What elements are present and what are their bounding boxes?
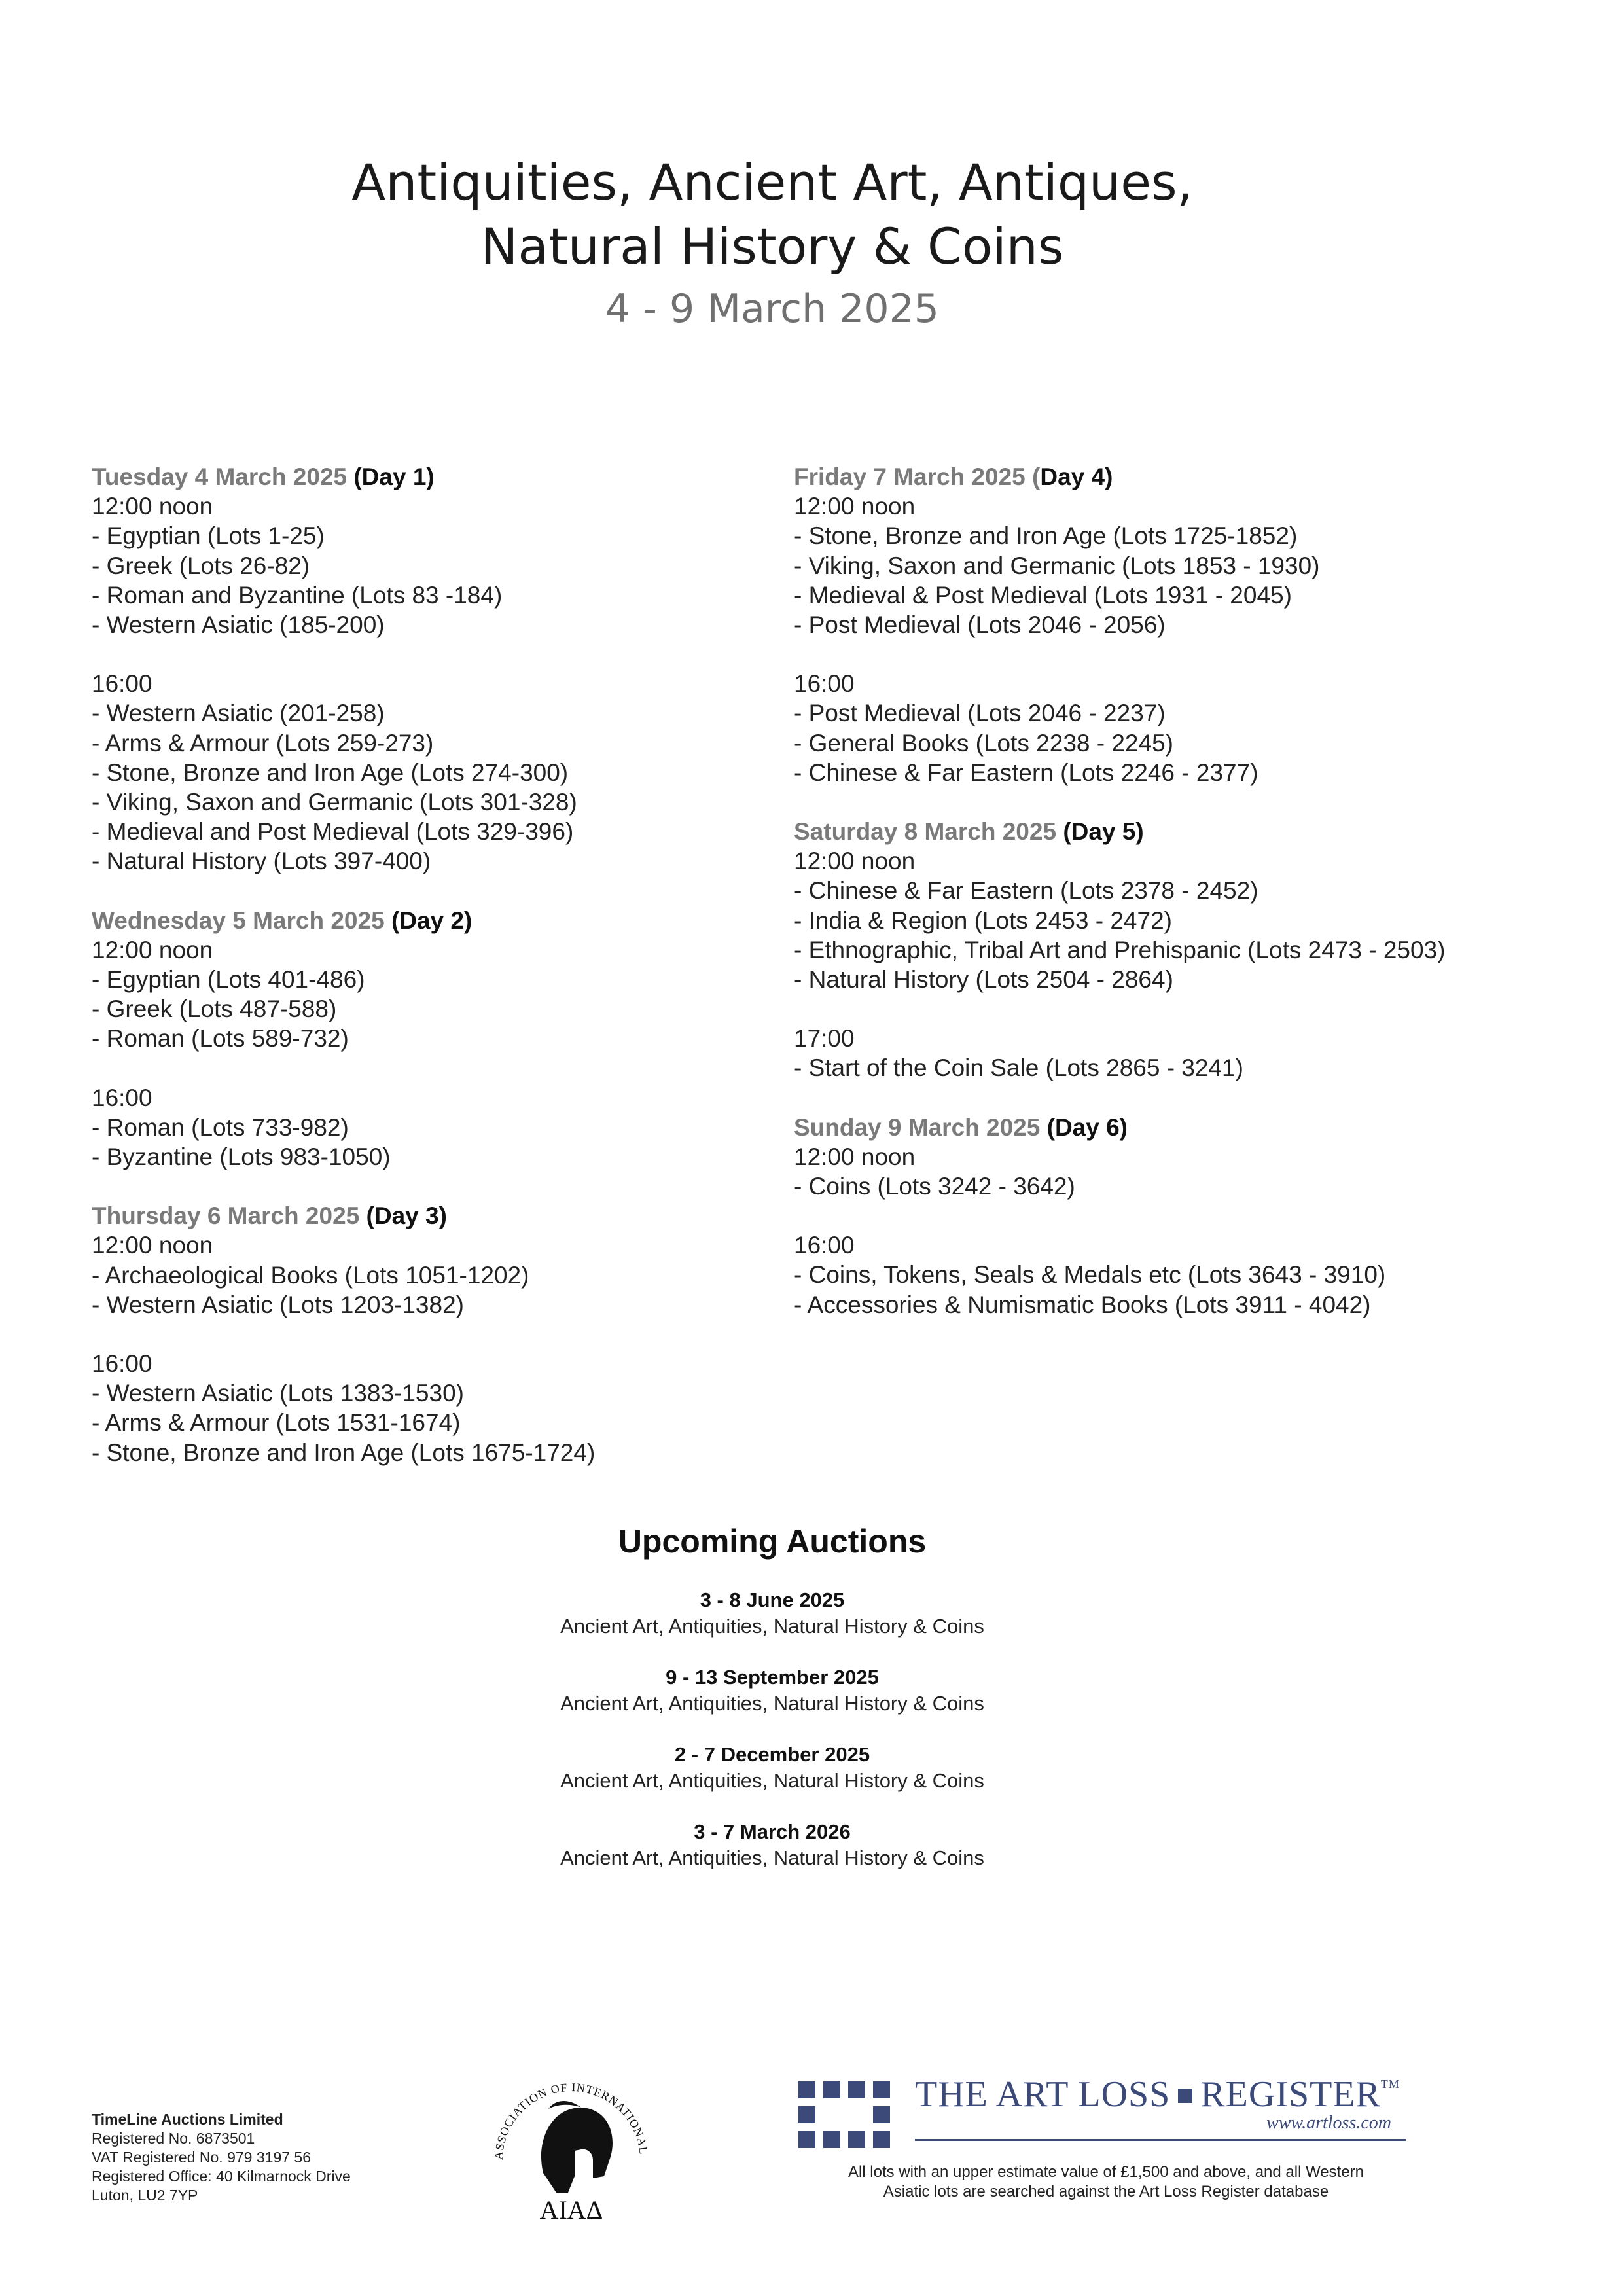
company-name: TimeLine Auctions Limited	[92, 2111, 283, 2128]
alr-grid-square	[873, 2081, 890, 2098]
session-block	[794, 1230, 1553, 1319]
session-block	[92, 1230, 759, 1319]
aiad-ring-text: ASSOCIATION OF INTERNATIONAL	[491, 2080, 651, 2161]
lot-range: - India & Region (Lots 2453 - 2472)	[794, 906, 1172, 934]
lot-range: - Ethnographic, Tribal Art and Prehispanic (Lots 2473 - 2503)	[794, 936, 1446, 963]
company-reg: Registered No. 6873501	[92, 2130, 255, 2147]
upcoming-item	[0, 1742, 1544, 1794]
day-heading	[794, 462, 1553, 492]
alr-grid-square	[873, 2131, 890, 2148]
day-heading	[92, 906, 759, 935]
day-heading	[92, 1201, 759, 1230]
lot-range: - General Books (Lots 2238 - 2245)	[794, 729, 1173, 757]
session-block	[92, 935, 759, 1054]
lot-range: - Medieval & Post Medieval (Lots 1931 - 2045)	[794, 581, 1292, 609]
alr-square-icon	[1178, 2089, 1192, 2103]
day-number: (Day 3)	[366, 1202, 447, 1230]
lot-range: - Greek (Lots 487-588)	[92, 996, 337, 1023]
alr-grid-square	[798, 2131, 815, 2148]
session-block	[794, 492, 1553, 639]
sale-dates: 4 - 9 March 2025	[605, 286, 939, 332]
lot-range: - Greek (Lots 26-82)	[92, 552, 310, 579]
day-number: (Day 5)	[1063, 818, 1144, 846]
alr-grid-square	[848, 2106, 865, 2123]
alr-rule	[915, 2139, 1406, 2141]
lot-range: - Medieval and Post Medieval (Lots 329-396)	[92, 818, 574, 846]
aiad-logo	[483, 2062, 660, 2238]
lot-range: - Roman (Lots 589-732)	[92, 1025, 349, 1052]
lot-range: - Western Asiatic (201-258)	[92, 700, 385, 727]
lot-range: - Stone, Bronze and Iron Age (Lots 1675-1724)	[92, 1439, 596, 1466]
upcoming-desc: Ancient Art, Antiquities, Natural History & Coins	[560, 1769, 984, 1792]
company-details	[92, 2110, 351, 2205]
lot-range: - Chinese & Far Eastern (Lots 2246 - 2377)	[794, 759, 1258, 786]
day-date: Wednesday 5 March 2025	[92, 906, 385, 934]
lot-range: - Western Asiatic (Lots 1203-1382)	[92, 1291, 464, 1318]
day-number: (Day 6)	[1046, 1113, 1128, 1141]
session-block	[794, 1142, 1553, 1201]
day-heading	[92, 462, 759, 492]
lot-range: - Viking, Saxon and Germanic (Lots 1853 - 1930)	[794, 552, 1320, 579]
session-time: 16:00	[92, 670, 152, 698]
lot-range: - Archaeological Books (Lots 1051-1202)	[92, 1261, 529, 1289]
upcoming-item	[0, 1587, 1544, 1640]
lot-range: - Accessories & Numismatic Books (Lots 3911 - 4042)	[794, 1291, 1371, 1318]
alr-grid-square	[823, 2106, 840, 2123]
schedule-right-column	[794, 462, 1553, 1349]
company-vat: VAT Registered No. 979 3197 56	[92, 2149, 311, 2166]
lot-range: - Stone, Bronze and Iron Age (Lots 1725-1852)	[794, 522, 1298, 550]
day-date: Friday 7 March 2025 (	[794, 463, 1041, 490]
lot-range: - Viking, Saxon and Germanic (Lots 301-328)	[92, 789, 577, 816]
upcoming-heading: Upcoming Auctions	[618, 1523, 927, 1560]
day-number: (Day 2)	[391, 906, 473, 934]
lot-range: - Coins (Lots 3242 - 3642)	[794, 1173, 1075, 1200]
session-block	[92, 492, 759, 639]
upcoming-item	[0, 1664, 1544, 1717]
session-time: 12:00 noon	[92, 936, 213, 963]
lot-range: - Egyptian (Lots 1-25)	[92, 522, 325, 550]
lot-range: - Chinese & Far Eastern (Lots 2378 - 2452)	[794, 877, 1258, 905]
alr-note	[805, 2162, 1407, 2202]
session-time: 16:00	[794, 670, 855, 698]
alr-note-line-2: Asiatic lots are searched against the Art Loss Register database	[883, 2183, 1329, 2200]
alr-grid-square	[873, 2106, 890, 2123]
session-block	[794, 669, 1553, 787]
alr-grid-square	[848, 2131, 865, 2148]
page-header	[0, 151, 1544, 335]
day-date: Sunday 9 March 2025	[794, 1113, 1041, 1141]
day-block	[794, 817, 1553, 1083]
day-number: Day 4)	[1040, 463, 1113, 490]
alr-grid-square	[798, 2081, 815, 2098]
lot-range: - Western Asiatic (185-200)	[92, 611, 385, 639]
upcoming-list	[0, 1587, 1544, 1871]
upcoming-date: 2 - 7 December 2025	[674, 1743, 870, 1766]
day-heading	[794, 1113, 1553, 1142]
lot-range: - Post Medieval (Lots 2046 - 2237)	[794, 700, 1166, 727]
session-time: 12:00 noon	[92, 1232, 213, 1259]
session-time: 16:00	[92, 1084, 152, 1111]
session-block	[92, 1349, 759, 1467]
upcoming-date: 3 - 8 June 2025	[700, 1588, 845, 1611]
lot-range: - Natural History (Lots 397-400)	[92, 848, 431, 875]
schedule-left-column	[92, 462, 759, 1497]
session-block	[92, 1083, 759, 1172]
aiad-emblem-icon	[483, 2062, 660, 2238]
lot-range: - Start of the Coin Sale (Lots 2865 - 3241)	[794, 1054, 1243, 1082]
alr-grid-square	[848, 2081, 865, 2098]
lot-range: - Post Medieval (Lots 2046 - 2056)	[794, 611, 1166, 639]
day-block	[794, 462, 1553, 787]
day-date: Tuesday 4 March 2025	[92, 463, 348, 490]
alr-grid-icon	[798, 2081, 902, 2149]
lot-range: - Arms & Armour (Lots 1531-1674)	[92, 1409, 461, 1437]
day-block	[794, 1113, 1553, 1319]
alr-grid-square	[798, 2106, 815, 2123]
upcoming-desc: Ancient Art, Antiquities, Natural History & Coins	[560, 1615, 984, 1638]
lot-range: - Egyptian (Lots 401-486)	[92, 966, 365, 994]
alr-url: www.artloss.com	[1266, 2113, 1391, 2133]
alr-note-line-1: All lots with an upper estimate value of £1,500 and above, and all Western	[847, 2163, 1364, 2181]
upcoming-desc: Ancient Art, Antiquities, Natural History & Coins	[560, 1846, 984, 1869]
lot-range: - Coins, Tokens, Seals & Medals etc (Lots 3643 - 3910)	[794, 1261, 1386, 1289]
alr-grid-square	[823, 2081, 840, 2098]
session-time: 17:00	[794, 1025, 855, 1052]
alr-title-b: REGISTER	[1200, 2074, 1381, 2115]
session-time: 12:00 noon	[794, 493, 916, 520]
lot-range: - Byzantine (Lots 983-1050)	[92, 1143, 391, 1171]
alr-title-a: THE ART LOSS	[915, 2074, 1171, 2115]
day-block	[92, 906, 759, 1172]
upcoming-item	[0, 1819, 1544, 1871]
upcoming-desc: Ancient Art, Antiquities, Natural History & Coins	[560, 1692, 984, 1715]
company-office: Registered Office: 40 Kilmarnock Drive	[92, 2168, 351, 2185]
session-time: 12:00 noon	[794, 1143, 916, 1170]
session-time: 16:00	[92, 1350, 152, 1378]
alr-title	[915, 2073, 1400, 2115]
company-town: Luton, LU2 7YP	[92, 2187, 198, 2204]
session-time: 12:00 noon	[794, 848, 916, 875]
session-block	[92, 669, 759, 876]
alr-tm: TM	[1380, 2077, 1400, 2090]
session-block	[794, 1024, 1553, 1083]
upcoming-date: 3 - 7 March 2026	[694, 1820, 851, 1843]
title-line-2: Natural History & Coins	[480, 217, 1064, 276]
title-line-1: Antiquities, Ancient Art, Antiques,	[351, 153, 1193, 211]
day-date: Saturday 8 March 2025	[794, 818, 1057, 846]
lot-range: - Stone, Bronze and Iron Age (Lots 274-300)	[92, 759, 569, 786]
lot-range: - Arms & Armour (Lots 259-273)	[92, 729, 434, 757]
alr-grid-square	[823, 2131, 840, 2148]
art-loss-register-logo	[798, 2073, 1420, 2145]
day-date: Thursday 6 March 2025	[92, 1202, 360, 1230]
upcoming-auctions	[0, 1522, 1544, 1896]
day-number: (Day 1)	[353, 463, 435, 490]
day-block	[92, 462, 759, 876]
session-block	[794, 846, 1553, 994]
upcoming-date: 9 - 13 September 2025	[666, 1666, 879, 1689]
day-heading	[794, 817, 1553, 846]
session-time: 12:00 noon	[92, 493, 213, 520]
day-block	[92, 1201, 759, 1467]
lot-range: - Roman and Byzantine (Lots 83 -184)	[92, 581, 503, 609]
lot-range: - Natural History (Lots 2504 - 2864)	[794, 966, 1173, 994]
aiad-letters: AIAΔ	[539, 2195, 603, 2225]
lot-range: - Western Asiatic (Lots 1383-1530)	[92, 1380, 464, 1407]
session-time: 16:00	[794, 1232, 855, 1259]
lot-range: - Roman (Lots 733-982)	[92, 1113, 349, 1141]
